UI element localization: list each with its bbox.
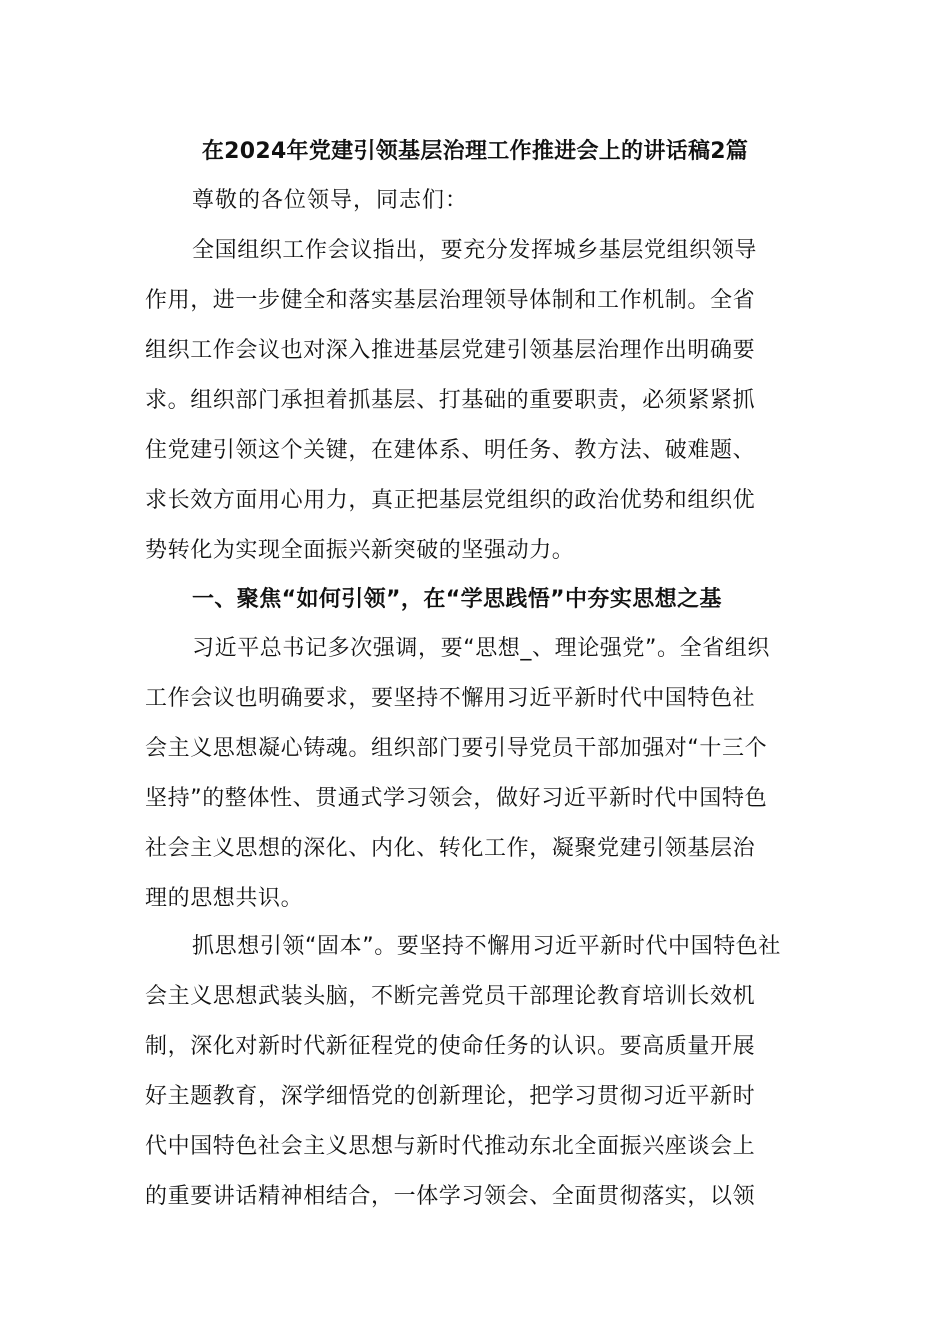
paragraph-line: 住党建引领这个关键，在建体系、明任务、教方法、破难题、: [145, 438, 756, 463]
paragraph-line: 求。组织部门承担着抓基层、打基础的重要职责，必须紧紧抓: [145, 388, 756, 413]
paragraph-line: 作用，进一步健全和落实基层治理领导体制和工作机制。全省: [145, 288, 756, 313]
paragraph-line: 会主义思想凝心铸魂。组织部门要引导党员干部加强对“十三个: [145, 736, 768, 761]
paragraph-line: 全国组织工作会议指出，要充分发挥城乡基层党组织领导: [192, 238, 758, 263]
paragraph-line: 好主题教育，深学细悟党的创新理论，把学习贯彻习近平新时: [145, 1084, 756, 1109]
paragraph-line: 坚持”的整体性、贯通式学习领会，做好习近平新时代中国特色: [145, 786, 768, 811]
paragraph-line: 求长效方面用心用力，真正把基层党组织的政治优势和组织优: [145, 488, 756, 513]
paragraph-line: 组织工作会议也对深入推进基层党建引领基层治理作出明确要: [145, 338, 756, 363]
paragraph-line: 会主义思想武装头脑，不断完善党员干部理论教育培训长效机: [145, 984, 756, 1009]
paragraph-intro: [145, 226, 805, 576]
paragraph-line: 工作会议也明确要求，要坚持不懈用习近平新时代中国特色社: [145, 686, 756, 711]
paragraph-line: 社会主义思想的深化、内化、转化工作，凝聚党建引领基层治: [145, 836, 756, 861]
paragraph-line: 习近平总书记多次强调，要“思想_、理论强党”。全省组织: [192, 636, 770, 661]
paragraph-line: 势转化为实现全面振兴新突破的坚强动力。: [145, 538, 575, 563]
section-heading-1: 一、聚焦“如何引领”，在“学思践悟”中夯实思想之基: [192, 587, 722, 612]
paragraph-section1-intro: [145, 624, 805, 924]
paragraph-line: 的重要讲话精神相结合，一体学习领会、全面贯彻落实，以领: [145, 1184, 756, 1209]
paragraph-line: 理的思想共识。: [145, 886, 304, 911]
paragraph-ideological-guidance: [145, 922, 805, 1222]
paragraph-line: 抓思想引领“固本”。要坚持不懈用习近平新时代中国特色社: [192, 934, 781, 959]
salutation: 尊敬的各位领导，同志们：: [192, 188, 469, 213]
document-title: 在2024年党建引领基层治理工作推进会上的讲话稿2篇: [201, 139, 749, 164]
paragraph-line: 制，深化对新时代新征程党的使命任务的认识。要高质量开展: [145, 1034, 756, 1059]
paragraph-line: 代中国特色社会主义思想与新时代推动东北全面振兴座谈会上: [145, 1134, 756, 1159]
